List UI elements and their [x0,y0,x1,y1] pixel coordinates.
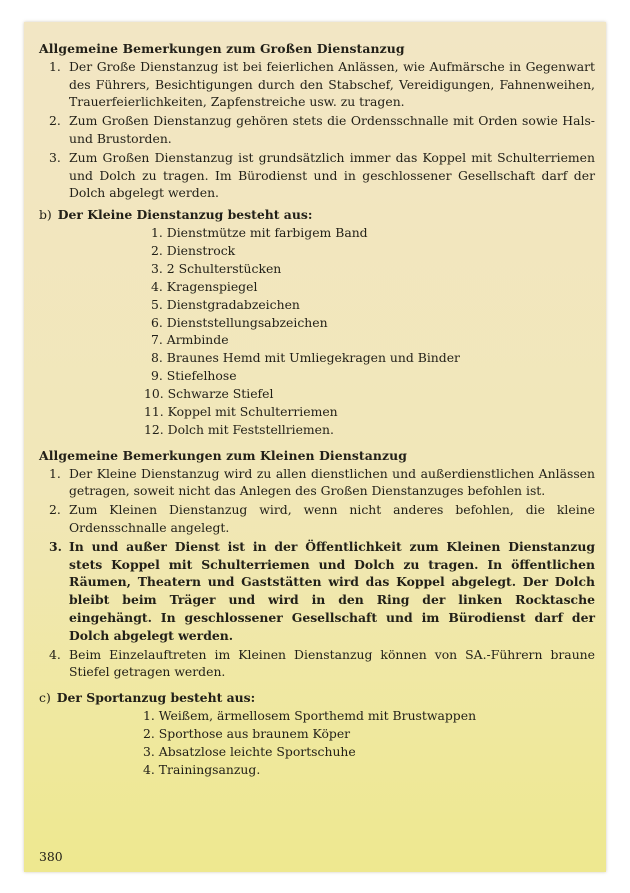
section-c-title: c) Der Sportanzug besteht aus: [39,690,256,706]
list-item: 8. Braunes Hemd mit Umliegekragen und Binder [151,350,460,366]
list-item: 2. Sporthose aus braunem Köper [143,725,351,741]
list-item: 2. Zum Großen Dienstanzug gehören stets die Ordensschnalle mit Orden sowie Hals- und Brustorden. [49,113,595,146]
list-item: 9. Stiefelhose [151,368,237,384]
list-item: 1. Dienstmütze mit farbigem Band [151,224,368,240]
sport-uniform-items [39,707,595,779]
list-item: 3. In und außer Dienst ist in der Öffentlichkeit zum Kleinen Dienstanzug stets Koppel mit Schulterriemen und Dolch zu tragen. In öffentlichen Räumen, Theatern und Gaststätten wird das Koppel abgelegt. Der Dolch bleibt beim Träger und wird in den Ring der linken Rocktasche eingehängt. In geschlossener Gesellschaft und im Bürodienst darf der Dolch abgelegt werden. [49,538,595,643]
list-item: 3. Zum Großen Dienstanzug ist grundsätzlich immer das Koppel mit Schulterriemen und Dolch zu tragen. Im Bürodienst und in geschlossener Gesellschaft darf der Dolch abgelegt werden. [49,149,595,201]
list-item: 2. Dienstrock [151,242,236,258]
list-item: 4. Kragenspiegel [151,278,258,294]
book-page [24,22,606,872]
list-item: 12. Dolch mit Feststellriemen. [144,421,334,437]
list-item: 2. Zum Kleinen Dienstanzug wird, wenn nicht anderes befohlen, die kleine Ordensschnalle angelegt. [49,502,595,536]
list-item: 4. Trainingsanzug. [143,761,261,777]
page-content [39,40,595,787]
small-uniform-items [39,224,595,439]
section-b-title: b) Der Kleine Dienstanzug besteht aus: [39,207,313,223]
heading-general-small: Allgemeine Bemerkungen zum Kleinen Dienstanzug [39,447,407,463]
list-item: 10. Schwarze Stiefel [144,386,274,402]
list-item: 3. 2 Schulterstücken [151,260,282,276]
list-item: 4. Beim Einzelauftreten im Kleinen Dienstanzug können von SA.-Führern braune Stiefel getragen werden. [49,646,595,680]
remarks-large-list [39,58,595,202]
list-item: 11. Koppel mit Schulterriemen [144,404,338,420]
list-item: 5. Dienstgradabzeichen [151,296,300,312]
page-number: 380 [39,849,63,864]
heading-general-large: Allgemeine Bemerkungen zum Großen Dienstanzug [39,41,405,56]
list-item: 1. Der Große Dienstanzug ist bei feierlichen Anlässen, wie Aufmärsche in Gegenwart des Führers, Besichtigungen durch den Stabschef, Vereidigungen, Fahnenweihen, Trauerfeierlichkeiten, Zapfenstreiche usw. zu tragen. [49,58,595,110]
remarks-small-list [39,465,595,682]
list-item: 1. Der Kleine Dienstanzug wird zu allen dienstlichen und außerdienstlichen Anlässen getragen, soweit nicht das Anlegen des Großen Dienstanzuges befohlen ist. [49,465,595,499]
list-item: 7. Armbinde [151,332,229,348]
list-item: 6. Dienststellungsabzeichen [151,314,328,330]
list-item: 3. Absatzlose leichte Sportschuhe [143,743,356,759]
list-item: 1. Weißem, ärmellosem Sporthemd mit Brustwappen [143,708,477,723]
